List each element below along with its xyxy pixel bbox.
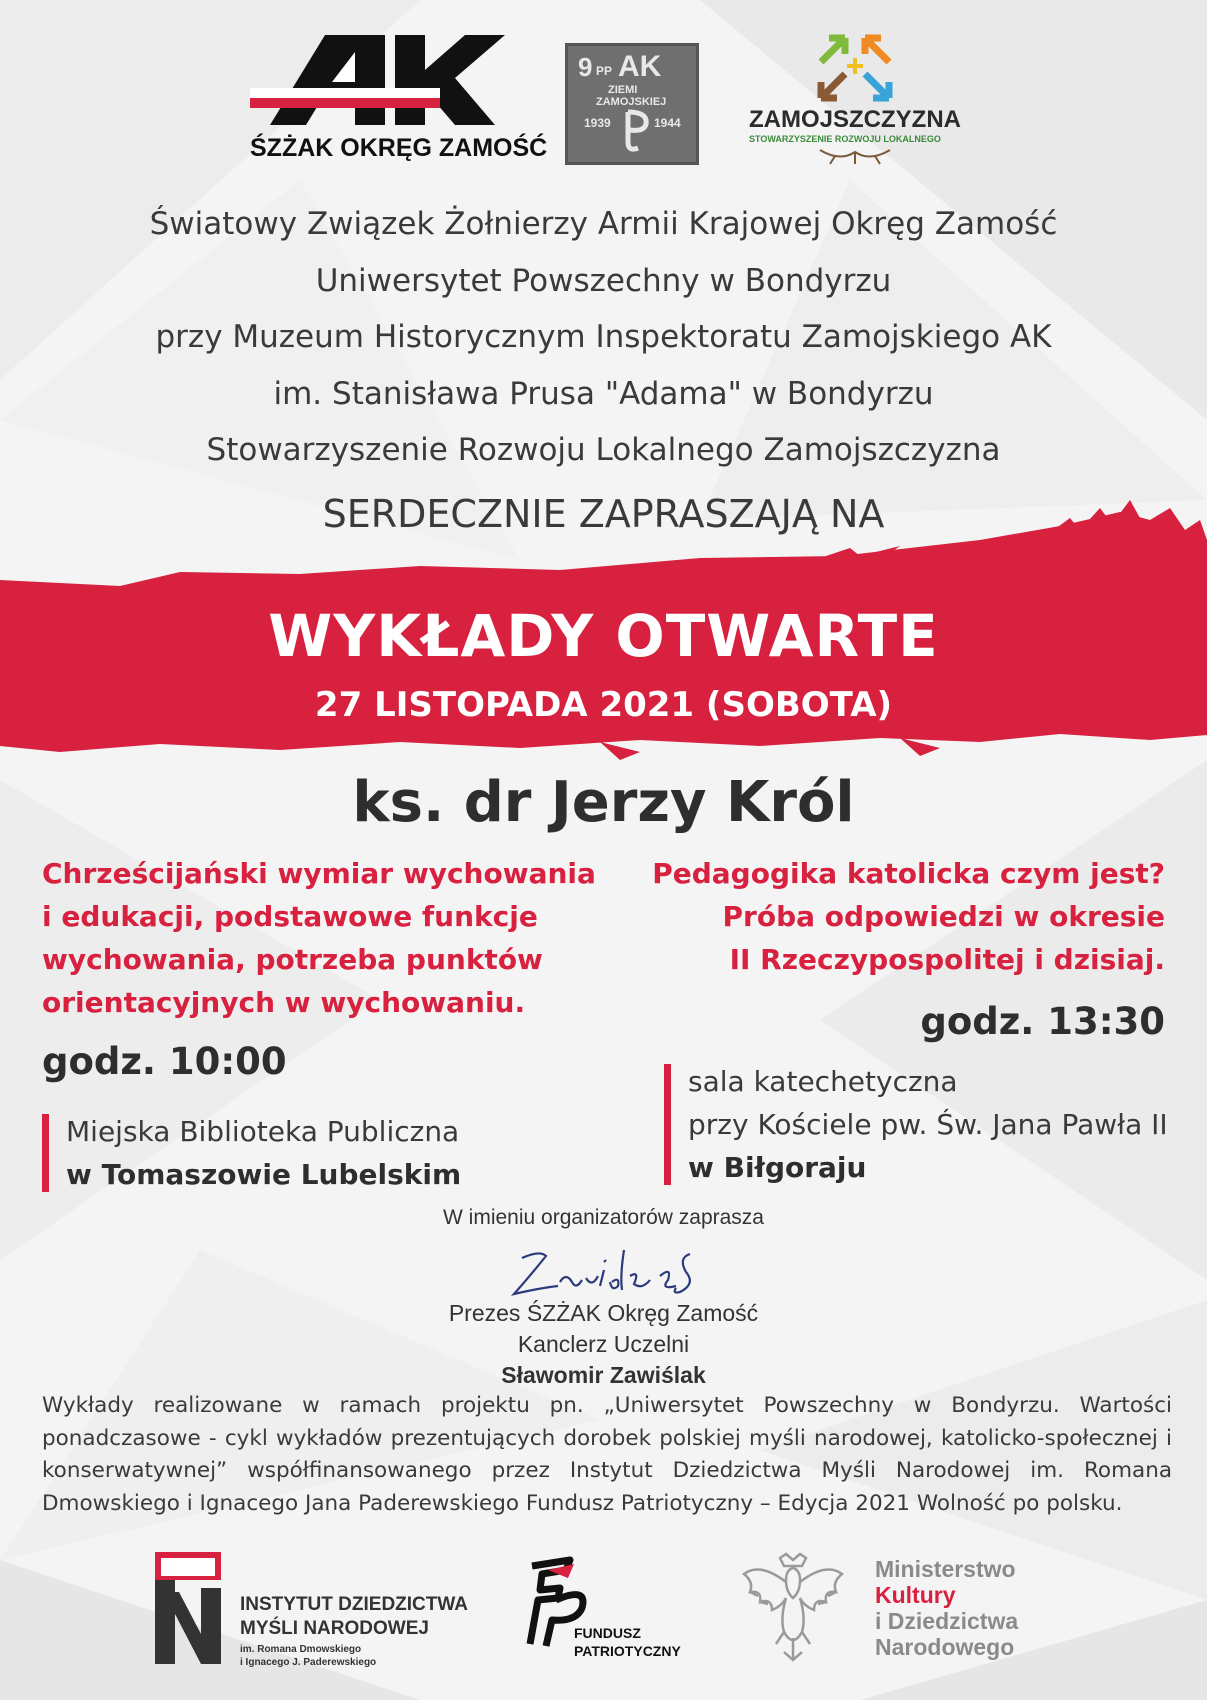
badge-pp: PP: [596, 64, 613, 78]
badge-line1: ZIEMI: [608, 84, 638, 96]
zamojszczyzna-name: ZAMOJSZCZYZNA: [749, 106, 961, 133]
venue-left-line2: w Tomaszowie Lubelskim: [66, 1158, 462, 1191]
speaker-name: ks. dr Jerzy Król: [352, 770, 855, 835]
organizer-line: im. Stanisława Prusa "Adama" w Bondyrzu: [273, 375, 934, 412]
lecture-left-line: Chrześcijański wymiar wychowania: [42, 857, 596, 890]
venue-left-line1: Miejska Biblioteka Publiczna: [66, 1115, 460, 1148]
lecture-left-line: i edukacji, podstawowe funkcje: [42, 900, 538, 933]
venue-left: [42, 1110, 461, 1196]
anchor-icon: [618, 108, 652, 156]
lecture-left-line: wychowania, potrzeba punktów: [42, 943, 543, 976]
instytut-line1: INSTYTUT DZIEDZICTWA: [240, 1594, 468, 1615]
handwritten-signature: [500, 1236, 720, 1306]
ak-logo-mark: [250, 30, 510, 130]
lecture-left-line: orientacyjnych w wychowaniu.: [42, 986, 526, 1019]
lecture-left-time: godz. 10:00: [42, 1040, 287, 1083]
signatory-role2: Kanclerz Uczelni: [517, 1331, 690, 1357]
badge-year-left: 1939: [584, 116, 611, 130]
zamojszczyzna-subtitle: STOWARZYSZENIE ROZWOJU LOKALNEGO: [749, 134, 941, 144]
ministerstwo-line4: Narodowego: [875, 1634, 1015, 1660]
instytut-line2: MYŚLI NARODOWEJ: [240, 1618, 429, 1639]
eagle-emblem-icon: [740, 1552, 846, 1664]
organizers-list: [0, 196, 1207, 479]
ministerstwo-line3: i Dziedzictwa: [875, 1608, 1019, 1634]
instytut-line3: im. Romana Dmowskiego: [240, 1644, 362, 1655]
fundusz-line2: PATRIOTYCZNY: [574, 1643, 681, 1659]
badge-line2: ZAMOJSKIEJ: [596, 96, 667, 108]
invitation-by: W imieniu organizatorów zaprasza: [443, 1206, 764, 1229]
instytut-line4: i Ignacego J. Paderewskiego: [240, 1657, 377, 1668]
lecture-right-title: [652, 852, 1165, 981]
signatory-name: Sławomir Zawiślak: [501, 1362, 706, 1388]
lecture-right-line: Próba odpowiedzi w okresie: [722, 900, 1165, 933]
invite-heading: SERDECZNIE ZAPRASZAJĄ NA: [322, 492, 885, 536]
ministerstwo-line1: Ministerstwo: [875, 1556, 1016, 1582]
venue-bar: [664, 1064, 671, 1185]
organizer-line: Światowy Związek Żołnierzy Armii Krajowej Okręg Zamość: [149, 206, 1058, 242]
badge-number: 9: [578, 52, 593, 82]
project-footnote: Wykłady realizowane w ramach projektu pn. „Uniwersytet Powszechny w Bondyrzu. Wartości ponadczasowe - cykl wykładów prezentujących dorobek polskiej myśli narodowej, katolicko-społecznej i konserwatywnej” współfinansowanego przez Instytut Dziedzictwa Myśli Narodowej im. Romana Dmowskiego i Ignacego Jana Paderewskiego Fundusz Patriotyczny – Edycja 2021 Wolność po polsku.: [42, 1393, 1172, 1516]
event-title: WYKŁADY OTWARTE: [268, 602, 939, 670]
venue-bar: [42, 1114, 49, 1192]
badge-year-right: 1944: [654, 116, 681, 130]
venue-right-line3: w Biłgoraju: [688, 1151, 867, 1184]
lecture-right-time: godz. 13:30: [920, 1000, 1165, 1043]
fundusz-line1: FUNDUSZ: [574, 1625, 641, 1641]
organizer-line: Stowarzyszenie Rozwoju Lokalnego Zamojszczyzna: [206, 432, 1001, 468]
signatory-role1: Prezes ŚZŻAK Okręg Zamość: [448, 1300, 759, 1326]
signatory: [0, 1298, 1207, 1391]
venue-right: [664, 1060, 1168, 1189]
instytut-mark: [155, 1552, 221, 1664]
lecture-left-title: [42, 852, 596, 1024]
badge-ak: AK: [618, 50, 662, 83]
organizer-line: przy Muzeum Historycznym Inspektoratu Zamojskiego AK: [155, 319, 1052, 355]
lecture-right-line: Pedagogika katolicka czym jest?: [652, 857, 1165, 890]
arrows-icon: [815, 28, 895, 104]
venue-right-line2: przy Kościele pw. Św. Jana Pawła II: [688, 1108, 1168, 1141]
ministerstwo-line2: Kultury: [875, 1582, 956, 1608]
organizer-line: Uniwersytet Powszechny w Bondyrzu: [315, 262, 892, 299]
lecture-right-line: II Rzeczypospolitej i dzisiaj.: [729, 943, 1165, 976]
badge-9pp-ak: [565, 43, 699, 165]
event-date: 27 LISTOPADA 2021 (SOBOTA): [314, 685, 893, 725]
venue-right-line1: sala katechetyczna: [688, 1065, 958, 1098]
ak-logo-caption: ŚZŻAK OKRĘG ZAMOŚĆ: [250, 134, 548, 162]
roots-icon: [810, 146, 900, 166]
